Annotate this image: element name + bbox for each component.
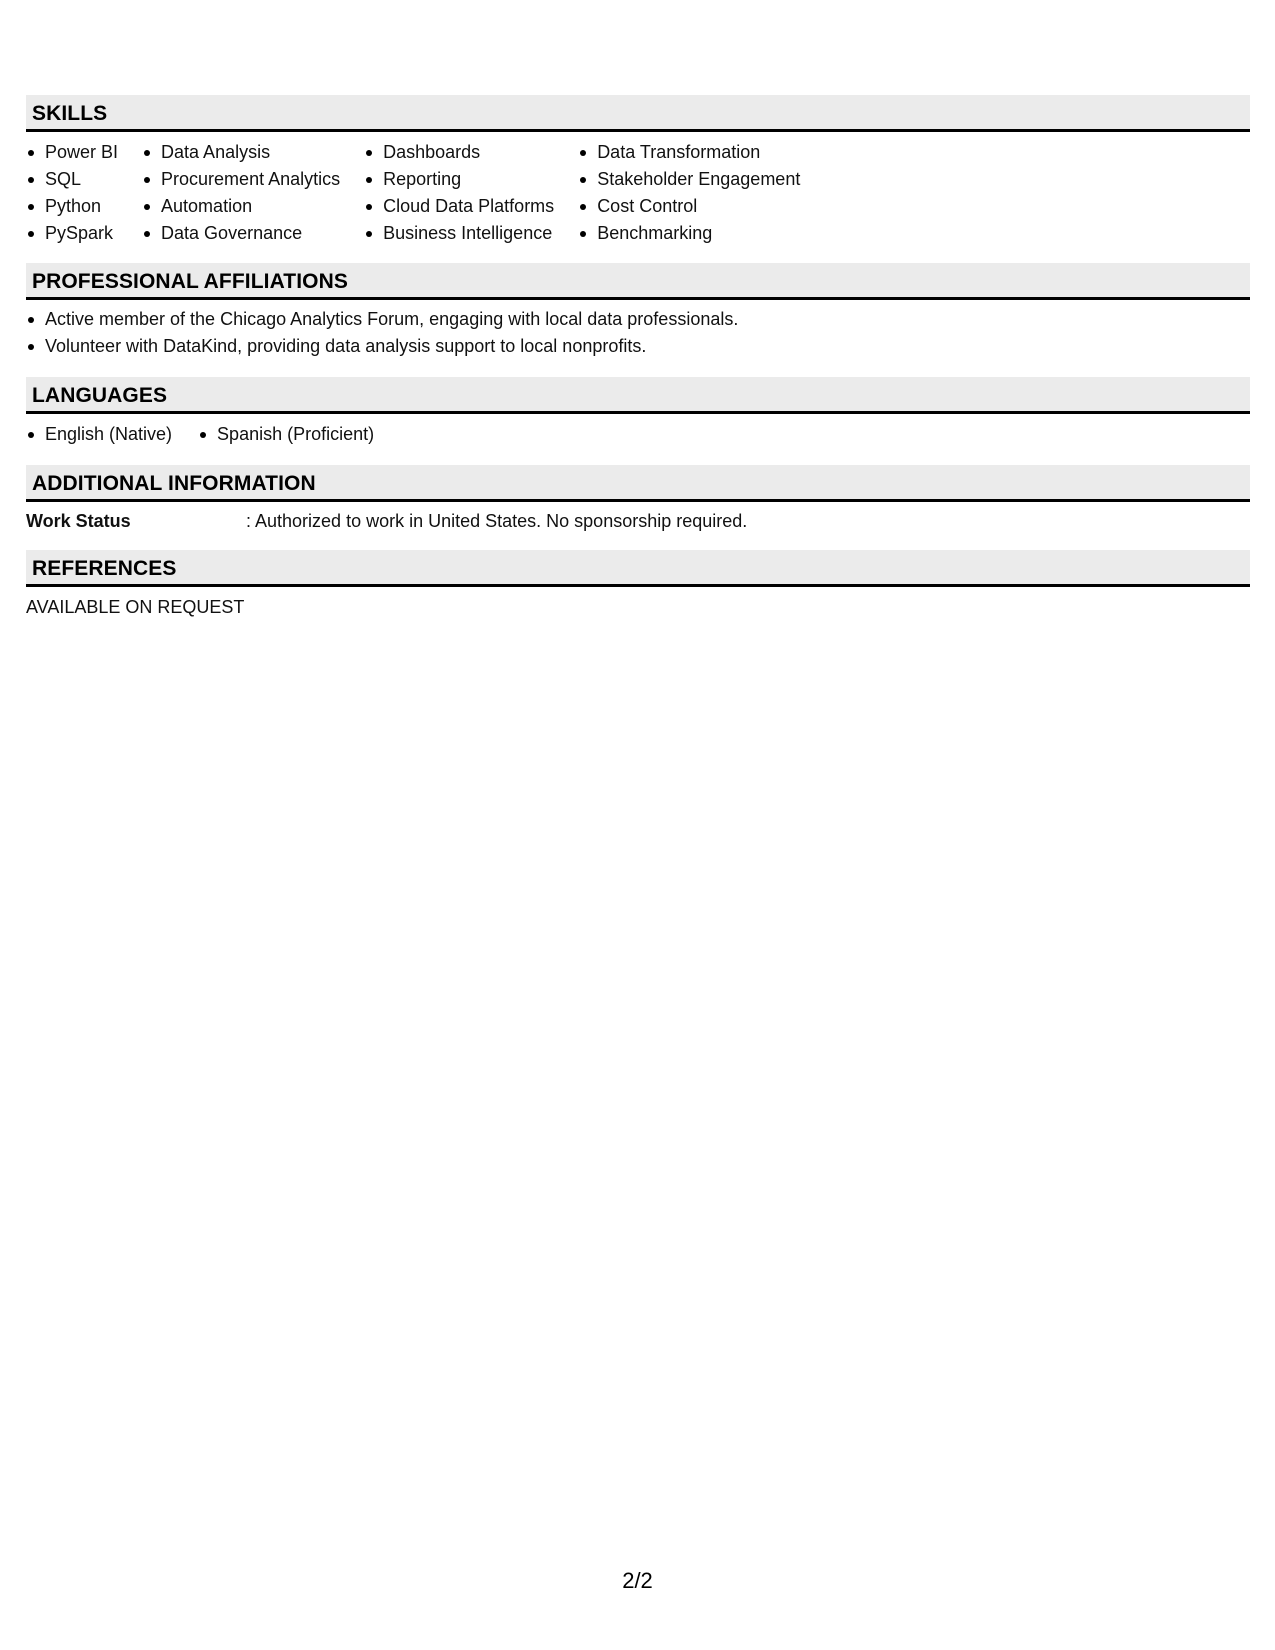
skill-item: Data Analysis — [142, 139, 340, 166]
affiliations-list — [26, 300, 1250, 377]
skill-item: Power BI — [26, 139, 118, 166]
languages-list — [26, 414, 1250, 465]
references-section — [26, 550, 1250, 621]
skill-item: Automation — [142, 193, 340, 220]
affiliation-item: Active member of the Chicago Analytics Forum, engaging with local data professionals. — [26, 306, 1250, 333]
skill-item: Reporting — [364, 166, 554, 193]
skill-item: Data Governance — [142, 220, 340, 247]
affiliation-item: Volunteer with DataKind, providing data analysis support to local nonprofits. — [26, 333, 1250, 360]
skill-item: Data Transformation — [578, 139, 800, 166]
skill-item: PySpark — [26, 220, 118, 247]
work-status-value: : Authorized to work in United States. No sponsorship required. — [246, 511, 748, 531]
additional-info-heading: ADDITIONAL INFORMATION — [26, 465, 1250, 502]
skill-item: Stakeholder Engagement — [578, 166, 800, 193]
skill-item: Procurement Analytics — [142, 166, 340, 193]
skill-item: SQL — [26, 166, 118, 193]
affiliations-section — [26, 263, 1250, 377]
page-number: 2/2 — [622, 1568, 653, 1593]
skill-item: Dashboards — [364, 139, 554, 166]
resume-page — [26, 95, 1250, 621]
affiliations-heading: PROFESSIONAL AFFILIATIONS — [26, 263, 1250, 300]
languages-section — [26, 377, 1250, 465]
skill-item: Benchmarking — [578, 220, 800, 247]
skills-columns — [26, 132, 1250, 263]
skills-section — [26, 95, 1250, 263]
languages-heading: LANGUAGES — [26, 377, 1250, 414]
additional-info-section — [26, 465, 1250, 550]
skill-item: Python — [26, 193, 118, 220]
skill-item: Business Intelligence — [364, 220, 554, 247]
skills-column-3 — [364, 139, 554, 247]
references-heading: REFERENCES — [26, 550, 1250, 587]
skill-item: Cloud Data Platforms — [364, 193, 554, 220]
skills-column-1 — [26, 139, 118, 247]
language-item: Spanish (Proficient) — [198, 421, 374, 448]
language-item: English (Native) — [26, 421, 172, 448]
work-status-label: Work Status — [26, 511, 131, 531]
skill-item: Cost Control — [578, 193, 800, 220]
work-status-row — [26, 502, 1250, 550]
skills-column-2 — [142, 139, 340, 247]
skills-column-4 — [578, 139, 800, 247]
references-text: AVAILABLE ON REQUEST — [26, 597, 245, 617]
skills-heading: SKILLS — [26, 95, 1250, 132]
